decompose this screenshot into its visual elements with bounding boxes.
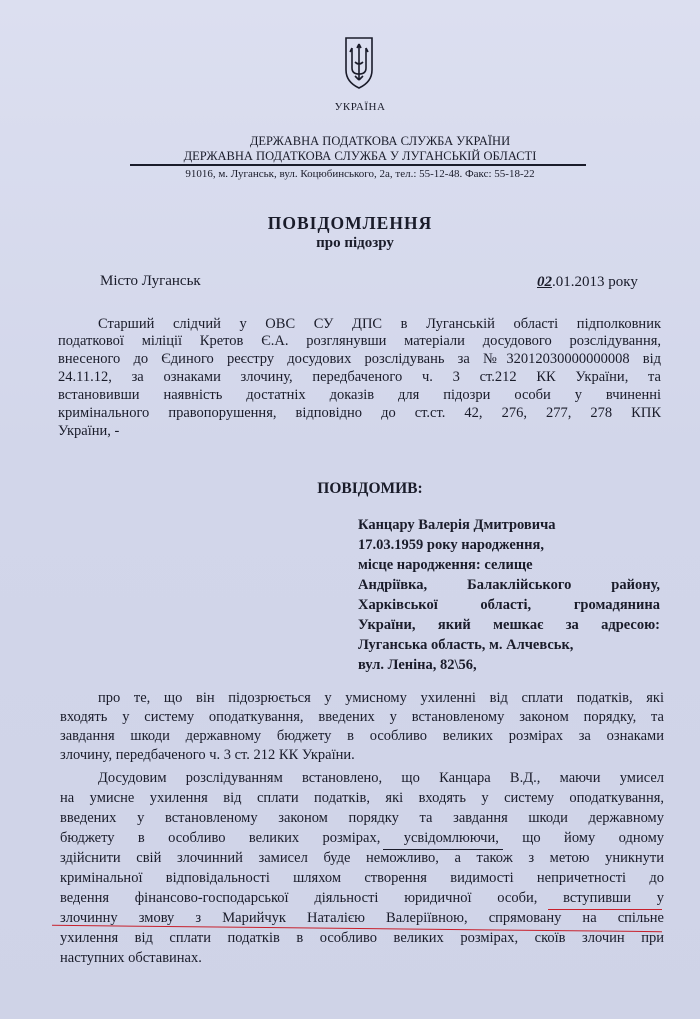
person-line: Канцару Валерія Дмитровича — [358, 517, 556, 533]
investigation-line: злочинну змову з Марийчук Наталією Валеріївною, спрямовану на спільне — [60, 910, 664, 926]
red-pen-underline — [548, 909, 662, 910]
investigation-line: здійснити свій злочинний замисел буде неможливо, а також з метою уникнути — [60, 850, 664, 866]
suspicion-line: злочину, передбаченого ч. 3 ст. 212 КК України. — [60, 747, 355, 763]
section-heading: ПОВІДОМИВ: — [317, 480, 423, 497]
city: Місто Луганськ — [100, 273, 201, 289]
person-line: України, який мешкає за адресою: — [358, 617, 660, 633]
person-line: Луганська область, м. Алчевськ, — [358, 637, 574, 653]
intro-line: 24.11.12, за ознаками злочину, передбаченого ч. 3 ст.212 КК України, та — [58, 369, 661, 385]
investigation-line: на умисне ухилення від сплати податків, які входять у систему оподаткування, — [60, 790, 664, 806]
document-date — [537, 274, 638, 291]
intro-line: кримінального правопорушення, відповідно до ст.ст. 42, 276, 277, 278 КПК — [58, 405, 661, 421]
country-name: УКРАЇНА — [334, 101, 386, 113]
investigation-line: введених у встановленому законом порядку та завдання шкоди державному — [60, 810, 664, 826]
agency-address: 91016, м. Луганськ, вул. Коцюбинського, 2а, тел.: 55-12-48. Факс: 55-18-22 — [185, 168, 535, 180]
header-divider — [130, 164, 586, 166]
intro-line: Старший слідчий у ОВС СУ ДПС в Луганській області підполковник — [98, 316, 661, 332]
person-line: 17.03.1959 року народження, — [358, 537, 544, 553]
person-line: вул. Леніна, 82\56, — [358, 657, 477, 673]
person-line: Андріївка, Балаклійського району, — [358, 577, 660, 593]
intro-line: внесеного до Єдиного реєстру досудових розслідувань за №32012030000000008 від — [58, 351, 661, 367]
trident-coat-of-arms-icon — [343, 36, 375, 90]
suspicion-line: входять у систему оподаткування, введених у встановленому законом порядку, та — [60, 709, 664, 725]
date-day: 02 — [537, 274, 552, 290]
agency-name-regional: ДЕРЖАВНА ПОДАТКОВА СЛУЖБА У ЛУГАНСЬКІЙ ОБЛАСТІ — [183, 149, 537, 163]
investigation-line: бюджету в особливо великих розмірах, усвідомлюючи, що йому одному — [60, 830, 664, 846]
suspicion-line: про те, що він підозрюється у умисному ухиленні від сплати податків, які — [98, 690, 664, 706]
investigation-line: ухилення від сплати податків в особливо великих розмірах, скоїв злочин при — [60, 930, 664, 946]
investigation-line: наступних обставинах. — [60, 950, 202, 966]
pen-underline — [383, 849, 503, 850]
intro-line: податкової міліції Кретов Є.А. розглянувши матеріали досудового розслідування, — [58, 333, 661, 349]
person-line: Харківської області, громадянина — [358, 597, 660, 613]
investigation-line: ведення фінансово-господарської діяльності юридичної особи, вступивши у — [60, 890, 664, 906]
intro-line: встановивши наявність достатніх доказів для підозри особи у вчиненні — [58, 387, 661, 403]
investigation-line: Досудовим розслідуванням встановлено, що Канцара В.Д., маючи умисел — [98, 770, 664, 786]
date-rest: .01.2013 року — [552, 274, 638, 290]
document-title: ПОВІДОМЛЕННЯ — [267, 213, 433, 233]
person-line: місце народження: селище — [358, 557, 533, 573]
investigation-line: кримінальної відповідальності шляхом створення видимості непричетності до — [60, 870, 664, 886]
document-subtitle: про підозру — [316, 235, 394, 251]
suspicion-line: завдання шкоди державному бюджету в особливо великих розмірах за ознаками — [60, 728, 664, 744]
intro-line: України, - — [58, 423, 120, 439]
agency-name-national: ДЕРЖАВНА ПОДАТКОВА СЛУЖБА УКРАЇНИ — [249, 134, 511, 148]
